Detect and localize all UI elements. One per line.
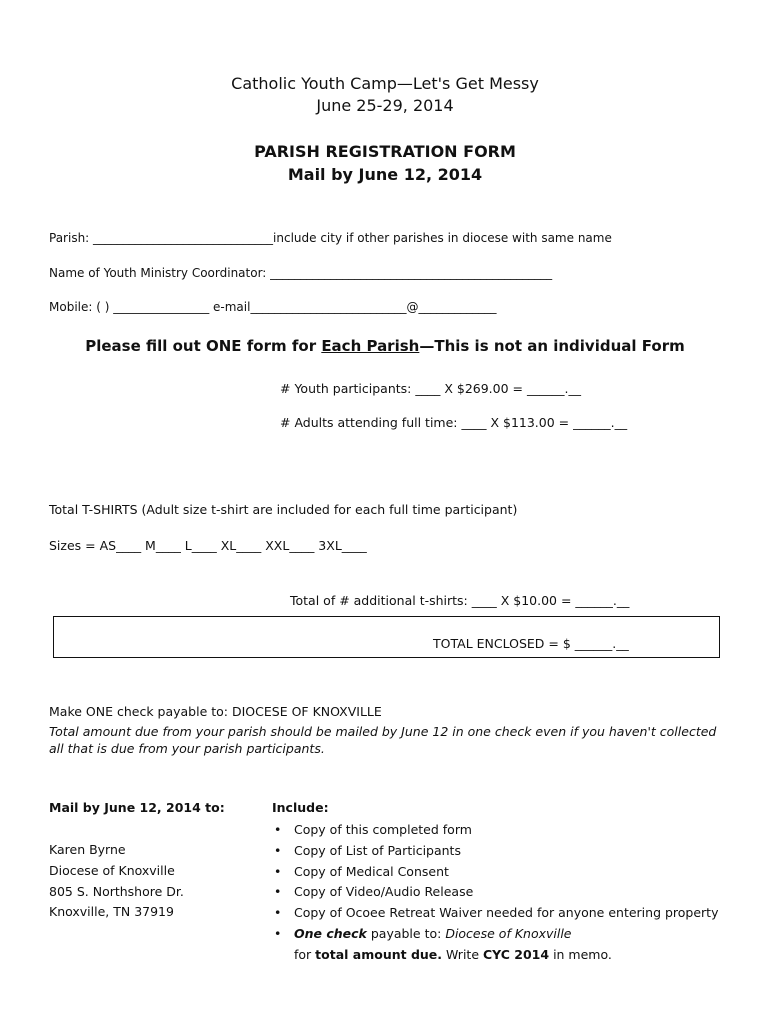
list-item (272, 820, 718, 841)
address-name: Karen Byrne (49, 842, 126, 857)
total-enclosed-line[interactable]: TOTAL ENCLOSED = $ ______.__ (433, 636, 629, 651)
adult-fee-line[interactable]: # Adults attending full time: ____ X $113.00 = ______.__ (280, 415, 628, 430)
list-item (272, 903, 718, 924)
include-list (272, 820, 718, 966)
notice-prefix: Please fill out ONE form for (85, 337, 322, 355)
check-payable-text: payable to: (366, 925, 446, 941)
coordinator-field[interactable]: Name of Youth Ministry Coordinator: _______________________________________________ (49, 266, 553, 280)
notice-each-parish: Each Parish (321, 337, 420, 355)
address-org: Diocese of Knoxville (49, 862, 175, 878)
form-title: PARISH REGISTRATION FORM (254, 142, 516, 161)
header-dates: June 25-29, 2014 (316, 96, 454, 115)
include-item-label: Copy of Ocoee Retreat Waiver needed for anyone entering property (294, 905, 719, 921)
tshirt-total-label: Total T-SHIRTS (Adult size t-shirt are included for each full time participant) (49, 502, 518, 517)
memo-pre: for (294, 946, 316, 962)
payment-note-line2: all that is due from your parish participants. (49, 741, 325, 756)
bullet-icon: • (274, 842, 282, 858)
list-item (272, 924, 718, 945)
memo-code: CYC 2014 (482, 946, 550, 962)
youth-fee-line[interactable]: # Youth participants: ____ X $269.00 = ______.__ (280, 381, 581, 396)
address-street: 805 S. Northshore Dr. (49, 883, 184, 899)
one-form-notice (0, 337, 770, 355)
one-check-emphasis: One check (294, 925, 367, 941)
list-item (272, 862, 718, 883)
payment-note-line1: Total amount due from your parish should be mailed by June 12 in one check even if you haven't collected (49, 724, 717, 739)
header-line1: Catholic Youth Camp—Let's Get Messy (231, 74, 539, 93)
memo-total-due: total amount due. (315, 946, 443, 962)
list-item (272, 841, 718, 862)
mobile-email-field[interactable]: Mobile: ( ) ________________ e-mail__________________________@_____________ (49, 300, 497, 314)
include-item-label: Copy of Video/Audio Release (294, 884, 474, 900)
bullet-icon: • (274, 822, 282, 837)
list-item (272, 945, 718, 966)
mail-to-heading: Mail by June 12, 2014 to: (49, 800, 225, 815)
additional-tshirts-line[interactable]: Total of # additional t-shirts: ____ X $10.00 = ______.__ (290, 593, 630, 608)
memo-mid: Write (442, 946, 483, 962)
mailing-address (49, 840, 184, 923)
address-city: Knoxville, TN 37919 (49, 904, 174, 920)
check-payee: Diocese of Knoxville (445, 925, 572, 941)
include-item-label: Copy of List of Participants (294, 842, 461, 858)
notice-suffix: —This is not an individual Form (419, 337, 685, 355)
include-item-label: Copy of this completed form (294, 822, 472, 837)
bullet-icon: • (274, 905, 282, 921)
bullet-icon: • (274, 925, 282, 941)
include-item-label: Copy of Medical Consent (294, 863, 449, 879)
list-item (272, 882, 718, 903)
include-heading: Include: (272, 800, 329, 815)
check-payable-line: Make ONE check payable to: DIOCESE OF KNOXVILLE (49, 704, 382, 719)
bullet-icon: • (274, 863, 282, 879)
parish-field[interactable]: Parish: ______________________________include city if other parishes in diocese with same name (49, 231, 612, 245)
memo-post: in memo. (549, 946, 612, 962)
mail-by-date: Mail by June 12, 2014 (287, 165, 483, 184)
tshirt-sizes-line[interactable]: Sizes = AS____ M____ L____ XL____ XXL____ 3XL____ (49, 538, 367, 553)
bullet-icon: • (274, 884, 282, 900)
